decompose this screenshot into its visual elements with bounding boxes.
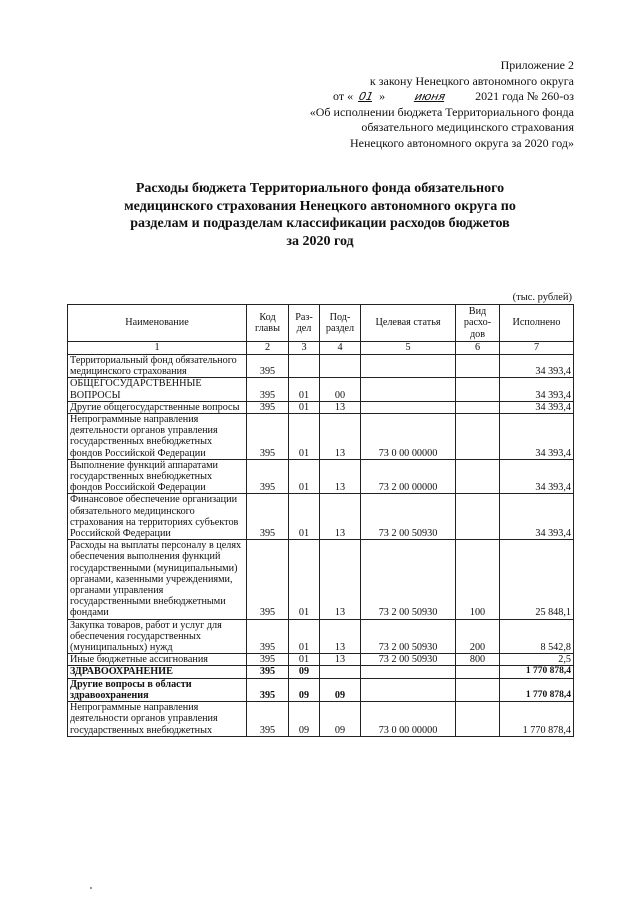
appendix-line-6: Ненецкого автономного округа за 2020 год» bbox=[350, 135, 574, 150]
row-amount: 8 542,8 bbox=[500, 619, 574, 654]
row-type: 100 bbox=[456, 540, 500, 619]
table-row bbox=[68, 702, 574, 737]
row-code: 395 bbox=[247, 414, 289, 460]
appendix-date-line bbox=[244, 89, 574, 105]
col-num: 5 bbox=[361, 342, 456, 355]
col-num: 2 bbox=[247, 342, 289, 355]
row-type: 200 bbox=[456, 619, 500, 654]
title-line-1: Расходы бюджета Территориального фонда обязательного bbox=[135, 181, 505, 196]
row-target bbox=[361, 378, 456, 401]
appendix-line-5: обязательного медицинского страхования bbox=[361, 120, 574, 134]
row-name: Непрограммные направления деятельности органов управления государственных внебюджетных bbox=[68, 702, 247, 737]
row-amount: 34 393,4 bbox=[500, 494, 574, 540]
table-row bbox=[68, 540, 574, 619]
title-line-2: медицинского страхования Ненецкого автономного округа по bbox=[124, 198, 516, 214]
header-target: Целевая статья bbox=[361, 305, 456, 342]
row-code: 395 bbox=[247, 619, 289, 654]
row-target: 73 2 00 50930 bbox=[361, 540, 456, 619]
row-amount: 1 770 878,4 bbox=[500, 678, 574, 701]
row-subsection: 13 bbox=[320, 459, 361, 494]
row-subsection: 13 bbox=[320, 540, 361, 619]
row-type bbox=[456, 666, 500, 678]
header-subsection: Под-раздел bbox=[320, 305, 361, 342]
row-section: 01 bbox=[289, 459, 320, 494]
row-type bbox=[456, 702, 500, 737]
row-type bbox=[456, 678, 500, 701]
row-section: 01 bbox=[289, 378, 320, 401]
row-target: 73 0 00 00000 bbox=[361, 702, 456, 737]
units-label: (тыс. рублей) bbox=[512, 292, 572, 303]
row-code: 395 bbox=[247, 540, 289, 619]
row-name: Финансовое обеспечение организации обязательного медицинского страхования на территориях субъектов Российской Федерации bbox=[68, 494, 247, 540]
row-amount: 34 393,4 bbox=[500, 414, 574, 460]
table-row bbox=[68, 666, 574, 678]
row-amount: 34 393,4 bbox=[500, 459, 574, 494]
table-row bbox=[68, 654, 574, 666]
row-section: 01 bbox=[289, 414, 320, 460]
title-line-4: за 2020 год bbox=[286, 233, 354, 249]
table-header-row bbox=[68, 305, 574, 342]
row-amount: 34 393,4 bbox=[500, 378, 574, 401]
row-amount: 25 848,1 bbox=[500, 540, 574, 619]
row-name: Выполнение функций аппаратами государственных внебюджетных фондов Российской Федерации bbox=[68, 459, 247, 494]
appendix-line-2: к закону Ненецкого автономного округа bbox=[369, 73, 574, 88]
row-section: 01 bbox=[289, 494, 320, 540]
row-amount: 34 393,4 bbox=[500, 401, 574, 413]
row-subsection: 09 bbox=[320, 678, 361, 701]
row-section: 01 bbox=[289, 619, 320, 654]
row-target bbox=[361, 678, 456, 701]
document-title bbox=[90, 180, 550, 250]
col-num: 7 bbox=[500, 342, 574, 355]
appendix-line-4: «Об исполнении бюджета Территориального фонда bbox=[309, 104, 574, 119]
row-name: ЗДРАВООХРАНЕНИЕ bbox=[68, 666, 247, 678]
row-amount: 2,5 bbox=[500, 654, 574, 666]
header-name: Наименование bbox=[68, 305, 247, 342]
col-num: 3 bbox=[289, 342, 320, 355]
row-code: 395 bbox=[247, 678, 289, 701]
row-code: 395 bbox=[247, 401, 289, 413]
row-name: Закупка товаров, работ и услуг для обеспечения государственных (муниципальных) нужд bbox=[68, 619, 247, 654]
table-row bbox=[68, 378, 574, 401]
table-row bbox=[68, 401, 574, 413]
row-amount: 1 770 878,4 bbox=[500, 702, 574, 737]
row-subsection bbox=[320, 666, 361, 678]
appendix-line-1: Приложение 2 bbox=[500, 58, 574, 72]
date-prefix: от « bbox=[333, 89, 354, 103]
row-section: 09 bbox=[289, 702, 320, 737]
row-section bbox=[289, 355, 320, 378]
row-section: 09 bbox=[289, 666, 320, 678]
row-code: 395 bbox=[247, 702, 289, 737]
row-section: 09 bbox=[289, 678, 320, 701]
table-row bbox=[68, 494, 574, 540]
col-num: 6 bbox=[456, 342, 500, 355]
date-suffix: 2021 года № 260-оз bbox=[475, 89, 574, 103]
row-name: ОБЩЕГОСУДАРСТВЕННЫЕ ВОПРОСЫ bbox=[68, 378, 247, 401]
header-section: Раз-дел bbox=[289, 305, 320, 342]
row-amount: 1 770 878,4 bbox=[500, 666, 574, 678]
row-subsection bbox=[320, 355, 361, 378]
table-row bbox=[68, 355, 574, 378]
row-amount: 34 393,4 bbox=[500, 355, 574, 378]
scan-speck bbox=[90, 887, 92, 889]
row-subsection: 00 bbox=[320, 378, 361, 401]
title-line-3: разделам и подразделам классификации расходов бюджетов bbox=[130, 216, 510, 231]
row-type: 800 bbox=[456, 654, 500, 666]
row-subsection: 13 bbox=[320, 414, 361, 460]
row-name: Территориальный фонд обязательного медицинского страхования bbox=[68, 355, 247, 378]
row-name: Другие вопросы в области здравоохранения bbox=[68, 678, 247, 701]
row-code: 395 bbox=[247, 666, 289, 678]
row-code: 395 bbox=[247, 494, 289, 540]
col-num: 4 bbox=[320, 342, 361, 355]
row-name: Расходы на выплаты персоналу в целях обеспечения выполнения функций государственными (муниципальными) органами, казенными учреждениями, органами управления государственными внебюджетными фондами bbox=[68, 540, 247, 619]
row-target: 73 2 00 50930 bbox=[361, 654, 456, 666]
row-target: 73 2 00 00000 bbox=[361, 459, 456, 494]
row-code: 395 bbox=[247, 654, 289, 666]
row-subsection: 13 bbox=[320, 619, 361, 654]
row-subsection: 13 bbox=[320, 401, 361, 413]
row-target bbox=[361, 401, 456, 413]
row-section: 01 bbox=[289, 654, 320, 666]
row-type bbox=[456, 494, 500, 540]
row-code: 395 bbox=[247, 378, 289, 401]
row-type bbox=[456, 378, 500, 401]
row-target: 73 2 00 50930 bbox=[361, 494, 456, 540]
row-name: Иные бюджетные ассигнования bbox=[68, 654, 247, 666]
date-mid: » bbox=[379, 89, 386, 103]
header-type: Вид расхо-дов bbox=[456, 305, 500, 342]
budget-table bbox=[67, 304, 574, 737]
row-code: 395 bbox=[247, 355, 289, 378]
row-code: 395 bbox=[247, 459, 289, 494]
table-row bbox=[68, 678, 574, 701]
row-section: 01 bbox=[289, 401, 320, 413]
table-column-numbers bbox=[68, 342, 574, 355]
header-code: Код главы bbox=[247, 305, 289, 342]
row-target: 73 0 00 00000 bbox=[361, 414, 456, 460]
row-subsection: 13 bbox=[320, 494, 361, 540]
row-name: Непрограммные направления деятельности органов управления государственных внебюджетных фондов Российской Федерации bbox=[68, 414, 247, 460]
row-section: 01 bbox=[289, 540, 320, 619]
row-type bbox=[456, 401, 500, 413]
handwritten-month: июня bbox=[413, 90, 447, 103]
table-row bbox=[68, 459, 574, 494]
row-subsection: 09 bbox=[320, 702, 361, 737]
row-subsection: 13 bbox=[320, 654, 361, 666]
row-type bbox=[456, 355, 500, 378]
handwritten-day: 01 bbox=[357, 90, 375, 103]
row-target bbox=[361, 666, 456, 678]
col-num: 1 bbox=[68, 342, 247, 355]
table-row bbox=[68, 414, 574, 460]
appendix-block bbox=[244, 58, 574, 151]
row-type bbox=[456, 414, 500, 460]
header-amount: Исполнено bbox=[500, 305, 574, 342]
row-name: Другие общегосударственные вопросы bbox=[68, 401, 247, 413]
row-target: 73 2 00 50930 bbox=[361, 619, 456, 654]
row-type bbox=[456, 459, 500, 494]
row-target bbox=[361, 355, 456, 378]
table-row bbox=[68, 619, 574, 654]
